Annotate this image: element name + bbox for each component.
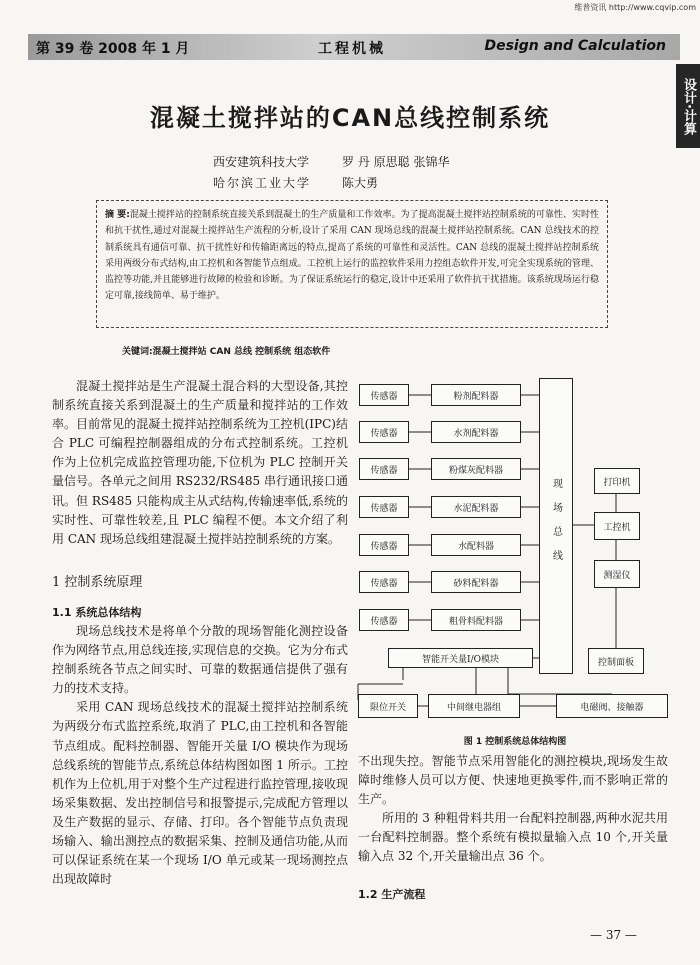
section-heading-1-2: 1.2 生产流程 [358,888,426,901]
sidebar-tag: 设计·计算 [676,64,700,148]
header-column: Design and Calculation [484,38,666,54]
io-module-box: 智能开关量I/O模块 [388,648,533,668]
right-paragraph-2: 所用的 3 种粗骨料共用一台配料控制器,两种水泥共用一台配料控制器。整个系统有模拟量输入点 10 个,开关量输入点 32 个,开关量输出点 36 个。 [358,811,668,864]
page-number: — 37 — [590,928,637,942]
control-panel-box: 控制面板 [588,648,644,674]
abstract-label: 摘 要: [105,210,130,220]
affiliation-2: 哈尔滨工业大学 [213,176,312,190]
keywords-text: 混凝土搅拌站 CAN 总线 控制系统 组态软件 [152,347,331,357]
section-heading-1: 1 控制系统原理 [52,575,143,590]
controller-box: 粉剂配料器 [431,384,521,406]
figure-caption: 图 1 控制系统总体结构图 [463,737,567,747]
limit-switch-box: 限位开关 [358,694,418,718]
authors-2: 陈大勇 [342,176,379,190]
sensor-box: 传感器 [359,384,409,406]
controller-box: 砂料配料器 [431,571,521,593]
watermark: 维普资讯 http://www.cqvip.com [574,3,696,12]
body-paragraph-1: 现场总线技术是将单个分散的现场智能化测控设备作为网络节点,用总线连接,实现信息的交换。它为分布式控制系统各节点之间实时、可靠的数据通信提供了强有力的技术支持。 [52,624,348,696]
controller-box: 水泥配料器 [431,496,521,518]
body-paragraph-2: 采用 CAN 现场总线技术的混凝土搅拌站控制系统为两级分布式监控系统,取消了 PLC,由工控机和各智能节点组成。配料控制器、智能开关量 I/O 模块作为现场总线系统的智能节点,系统总体结构图如图 1 所示。工控机作为上位机,用于对整个生产过程进行监控管理,接收现场采集数据、发出控制信号和报警提示,完成配方管理以及生产数据的显示、存储、打印。各个智能节点负责现场输入、输出测控点的数据采集、控制及通信功能,从而可以保证系统在某一个现场 I/O 单元或某一现场测控点出现故障时 [52,700,348,887]
controller-box: 粉煤灰配料器 [431,458,521,480]
abstract-text: 混凝土搅拌站的控制系统直接关系到混凝土的生产质量和工作效率。为了提高混凝土搅拌站控制系统的可靠性、实时性和抗干扰性,通过对混凝土搅拌站生产流程的分析,设计了采用 CAN 现场总线的混凝土搅拌站控制系统。CAN 总线技术的控制系统具有通信可靠、抗干扰性好和传输距离远的特点,提高了系统的可靠性和灵活性。CAN 总线的混凝土搅拌站控制系统采用两级分布式结构,由工控机和各智能节点组成。工控机上运行的监控软件采用力控组态软件开发,可完全实现系统的管理、监控等功能,并且能够进行故障的检验和诊断。为了保证系统运行的稳定,设计中还采用了软件抗干扰措施。该系统现场运行稳定可靠,接线简单、易于维护。 [105,210,599,302]
authors-1: 罗 丹 原思聪 张锦华 [342,155,450,169]
affiliation-1: 西安建筑科技大学 [213,155,310,169]
intro-text: 混凝土搅拌站是生产混凝土混合料的大型设备,其控制系统直接关系到混凝土的生产质量和搅拌站的工作效率。目前常见的混凝土搅拌站控制系统为工控机(IPC)结合 PLC 可编程控制器组成的分布式控制系统。工控机作为上位机完成监控管理功能,下位机为 PLC 控制开关量信号。各单元之间用 RS232/RS485 串行通讯接口通讯。但 RS485 只能构成主从式结构,传输速率低,系统的实时性、可靠性较差,且 PLC 编程不便。本文介绍了利用 CAN 现场总线组建混凝土搅拌站控制系统的方案。 [52,379,348,546]
section-heading-1-1: 1.1 系统总体结构 [52,606,142,619]
paper-title: 混凝土搅拌站的CAN总线控制系统 [149,104,551,132]
moisture-meter-box: 测湿仪 [594,560,640,588]
printer-box: 打印机 [594,468,640,494]
controller-box: 水配料器 [431,534,521,556]
sensor-box: 传感器 [359,458,409,480]
ipc-box: 工控机 [594,512,640,540]
sensor-box: 传感器 [359,421,409,443]
sensor-box: 传感器 [359,609,409,631]
controller-box: 水剂配料器 [431,421,521,443]
sensor-box: 传感器 [359,496,409,518]
fieldbus-box: 现场总线 [539,378,573,674]
controller-box: 粗骨料配料器 [431,609,521,631]
actuators-box: 电磁阀、接触器 [556,694,668,718]
sensor-box: 传感器 [359,534,409,556]
header-journal: 工程机械 [318,41,386,57]
relay-group-box: 中间继电器组 [428,694,520,718]
right-paragraph-1: 不出现失控。智能节点采用智能化的测控模块,现场发生故障时维修人员可以方便、快速地更换零件,而不影响正常的生产。 [358,754,668,807]
keywords-label: 关键词: [122,347,153,357]
right-body [358,752,668,867]
sensor-box: 传感器 [359,571,409,593]
header-issue: 第 39 卷 2008 年 1 月 [36,41,190,57]
